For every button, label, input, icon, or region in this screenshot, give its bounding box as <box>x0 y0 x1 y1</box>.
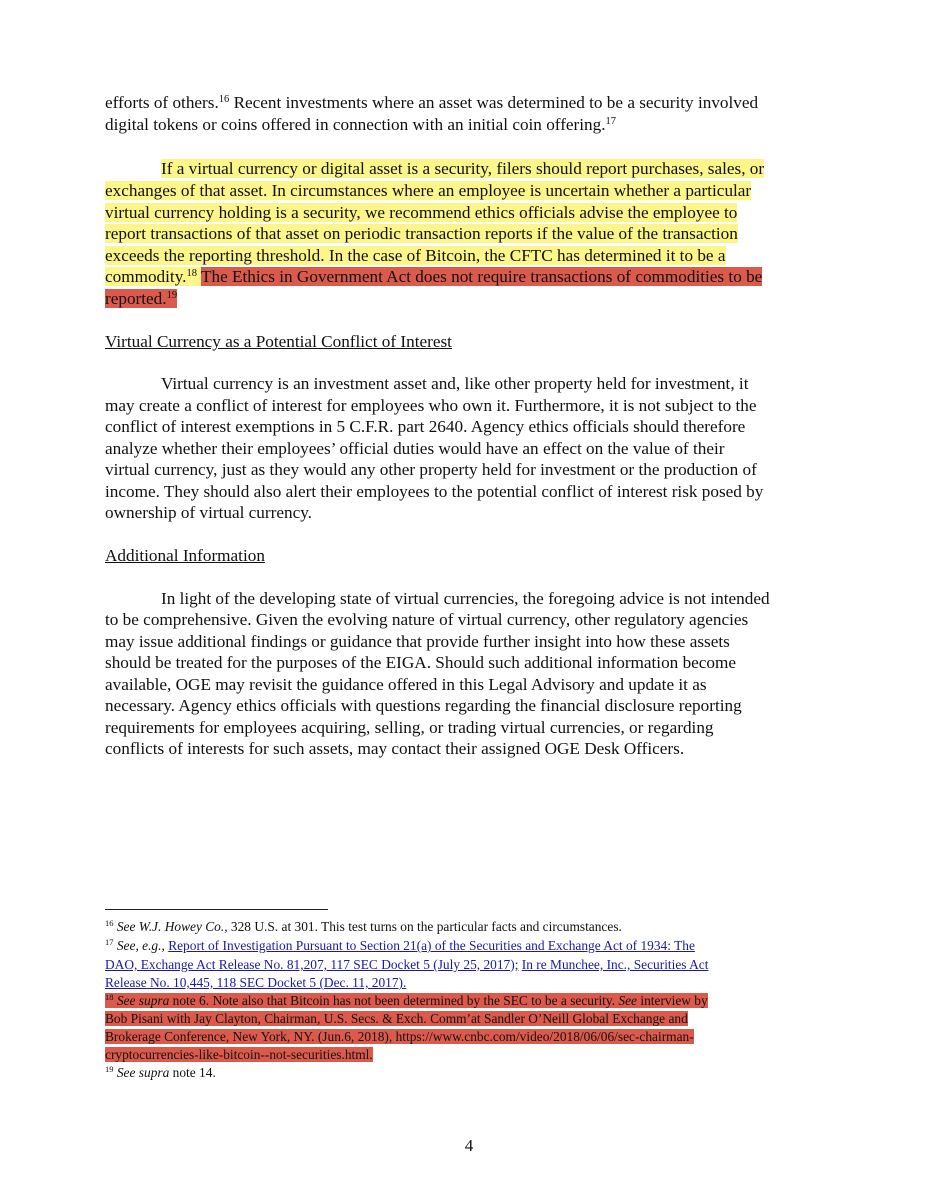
footnote-18-line <box>105 1046 373 1064</box>
body-line: conflict of interest exemptions in 5 C.F.R. part 2640. Agency ethics officials should therefore <box>105 417 746 436</box>
highlight-yellow: exceeds the reporting threshold. In the case of Bitcoin, the CFTC has determined it to be a <box>105 246 726 265</box>
page-number: 4 <box>464 1136 474 1155</box>
body-line: digital tokens or coins offered in connection with an initial coin offering.$^{17}$ <box>105 115 617 134</box>
highlight-yellow: commodity.$^{18}$ <box>105 267 201 286</box>
body-line: income. They should also alert their employees to the potential conflict of interest risk posed by <box>105 482 764 501</box>
body-line: necessary. Agency ethics officials with questions regarding the financial disclosure reporting <box>105 696 742 715</box>
footnote-ref-18[interactable]: 18 <box>186 268 197 279</box>
body-line: requirements for employees acquiring, selling, or trading virtual currencies, or regarding <box>105 718 714 737</box>
highlight-yellow: If a virtual currency or digital asset is a security, filers should report purchases, sales, or <box>161 159 765 178</box>
footnote-18 <box>105 992 708 1010</box>
footnote-16: $^{16}$ See W.J. Howey Co., 328 U.S. at 301. This test turns on the particular facts and circumstances. <box>105 918 622 934</box>
footnote-separator <box>105 909 328 910</box>
footnote-18-line <box>105 1028 694 1046</box>
highlight-yellow: virtual currency holding is a security, we recommend ethics officials advise the employee to <box>105 203 738 222</box>
highlight-red: Bob Pisani with Jay Clayton, Chairman, U.S. Secs. & Exch. Comm’at Sandler O’Neill Global Exchange and <box>105 1011 688 1026</box>
highlight-red: reported.$^{19}$ <box>105 289 178 308</box>
body-line: ownership of virtual currency. <box>105 503 312 522</box>
footnote-ref-16[interactable]: 16 <box>218 94 230 105</box>
highlight-red: cryptocurrencies-like-bitcoin--not-securities.html. <box>105 1047 373 1062</box>
body-line: should be treated for the purposes of the EIGA. Should such additional information become <box>105 653 737 672</box>
highlight-red: $^{18}$ See supra note 6. Note also that Bitcoin has not been determined by the SEC to be a security. See interview by <box>105 992 708 1008</box>
body-line: Virtual currency is an investment asset and, like other property held for investment, it <box>161 374 749 393</box>
sec-dao-report-link[interactable]: Report of Investigation Pursuant to Section 21(a) of the Securities and Exchange Act of 1934: The <box>168 938 695 953</box>
footnote-17-line <box>105 956 708 974</box>
body-line: available, OGE may revisit the guidance offered in this Legal Advisory and update it as <box>105 675 707 694</box>
footnote-ref-19[interactable]: 19 <box>166 290 178 301</box>
sec-dao-report-link[interactable]: DAO, Exchange Act Release No. 81,207, 117 SEC Docket 5 (July 25, 2017); <box>105 957 519 972</box>
footnote-18-line <box>105 1010 688 1028</box>
footnote-19: $^{19}$ See supra note 14. <box>105 1064 216 1080</box>
body-line <box>161 158 764 179</box>
highlight-yellow: exchanges of that asset. In circumstances where an employee is uncertain whether a particular <box>105 181 752 200</box>
body-line: conflicts of interests for such assets, may contact their assigned OGE Desk Officers. <box>105 739 685 758</box>
body-line: may create a conflict of interest for employees who own it. Furthermore, it is not subject to the <box>105 396 757 415</box>
munchee-release-link[interactable]: In re Munchee, Inc., Securities Act <box>521 957 709 972</box>
footnote-ref-17[interactable]: 17 <box>605 116 617 127</box>
body-line: efforts of others.$^{16}$ Recent investments where an asset was determined to be a security involved <box>105 93 759 112</box>
highlight-red: The Ethics in Government Act does not require transactions of commodities to be <box>200 267 763 286</box>
body-line: In light of the developing state of virtual currencies, the foregoing advice is not intended <box>161 589 770 608</box>
body-line: to be comprehensive. Given the evolving nature of virtual currency, other regulatory agencies <box>105 610 749 629</box>
body-line <box>105 202 737 223</box>
body-line <box>105 223 738 244</box>
footnote-17-line <box>105 974 406 992</box>
body-line <box>105 245 726 266</box>
body-line: may issue additional findings or guidance that provide further insight into how these assets <box>105 632 730 651</box>
section-heading: Additional Information <box>105 546 265 565</box>
body-line <box>105 288 177 309</box>
munchee-release-link[interactable]: Release No. 10,445, 118 SEC Docket 5 (Dec. 11, 2017). <box>105 975 407 990</box>
body-line <box>105 266 762 287</box>
section-heading: Virtual Currency as a Potential Conflict of Interest <box>105 332 452 351</box>
body-line: virtual currency, just as they would any other property held for investment or the production of <box>105 460 757 479</box>
highlight-yellow: report transactions of that asset on periodic transaction reports if the value of the transaction <box>105 224 738 243</box>
highlight-red: Brokerage Conference, New York, NY. (Jun.6, 2018), https://www.cnbc.com/video/2018/06/06/sec-chairman- <box>105 1029 694 1044</box>
body-line <box>105 180 751 201</box>
body-line: analyze whether their employees’ official duties would have an effect on the value of their <box>105 439 725 458</box>
footnote-17: $^{17}$ See, e.g., Report of Investigation Pursuant to Section 21(a) of the Securities and Exchange Act of 1934: The <box>105 937 695 953</box>
